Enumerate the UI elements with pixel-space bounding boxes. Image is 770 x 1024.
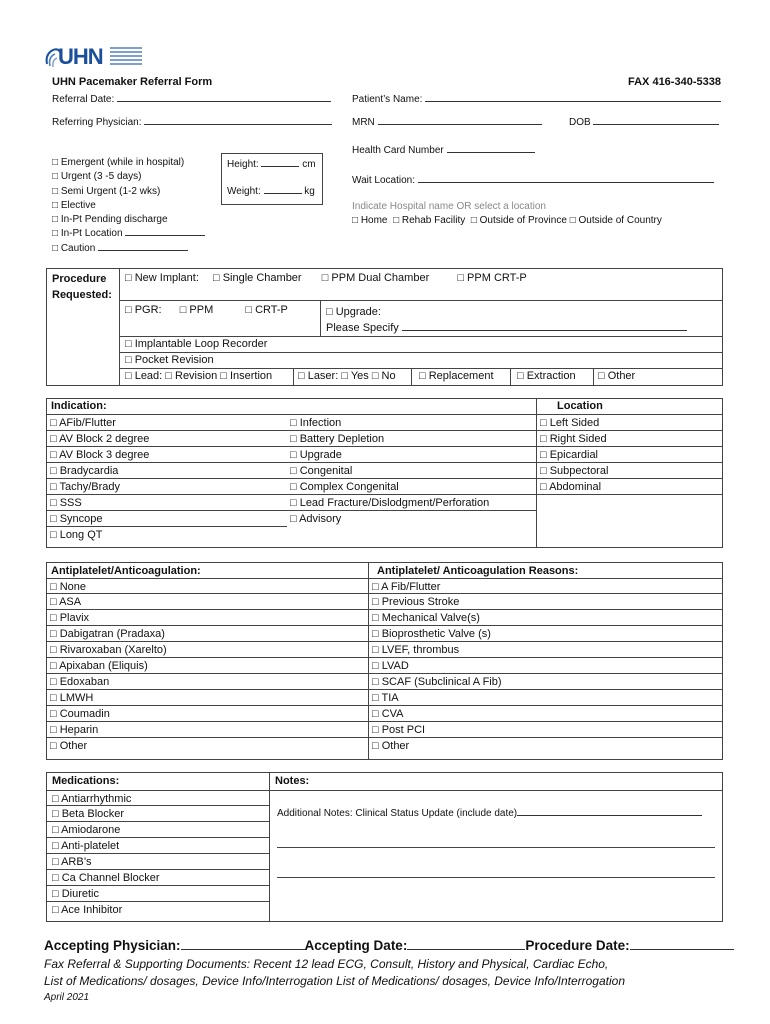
- medications-title: Medications:: [52, 775, 120, 787]
- wait-location-label: Wait Location:: [352, 175, 415, 186]
- urgency-elective[interactable]: □ Elective: [52, 199, 96, 211]
- location-abdominal[interactable]: □ Abdominal: [537, 479, 723, 495]
- pgr-option[interactable]: □ PGR:: [125, 304, 162, 316]
- indication-advisory[interactable]: □ Advisory: [290, 513, 342, 525]
- replacement-option[interactable]: □ Replacement: [419, 370, 494, 382]
- loop-recorder-option[interactable]: □ Implantable Loop Recorder: [125, 338, 268, 350]
- med-ace-inhibitor[interactable]: □ Ace Inhibitor: [52, 904, 123, 916]
- notes-line-2[interactable]: [277, 877, 715, 878]
- reason-scaf[interactable]: □ SCAF (Subclinical A Fib): [369, 674, 723, 690]
- hospital-hint: Indicate Hospital name OR select a location: [352, 201, 546, 212]
- urgency-emergent[interactable]: □ Emergent (while in hospital): [52, 157, 185, 168]
- indication-battery-depletion[interactable]: □ Battery Depletion: [287, 431, 536, 447]
- anticoag-edoxaban[interactable]: □ Edoxaban: [47, 674, 368, 690]
- pocket-revision-option[interactable]: □ Pocket Revision: [125, 354, 214, 366]
- reason-other[interactable]: □ Other: [372, 740, 410, 752]
- extraction-option[interactable]: □ Extraction: [517, 370, 576, 382]
- reason-cva[interactable]: □ CVA: [369, 706, 723, 722]
- anticoag-rivaroxaban[interactable]: □ Rivaroxaban (Xarelto): [47, 642, 368, 658]
- location-left-sided[interactable]: □ Left Sided: [537, 415, 723, 431]
- procedure-date-field[interactable]: [630, 937, 734, 950]
- anticoag-reasons-title: Antiplatelet/ Anticoagulation Reasons:: [377, 565, 579, 577]
- procedure-date-label: Procedure Date:: [525, 938, 630, 953]
- laser-no-option[interactable]: □ No: [371, 370, 396, 382]
- med-amiodarone[interactable]: □ Amiodarone: [47, 822, 269, 838]
- location-title: Location: [557, 400, 603, 412]
- patient-name-field[interactable]: [352, 93, 721, 105]
- logo-tagline: [110, 47, 142, 67]
- indication-afib[interactable]: □ AFib/Flutter: [47, 415, 287, 431]
- indication-table: [46, 398, 723, 548]
- med-diuretic[interactable]: □ Diuretic: [47, 886, 269, 902]
- urgency-pending-discharge[interactable]: □ In-Pt Pending discharge: [52, 214, 168, 226]
- indication-long-qt[interactable]: □ Long QT: [50, 529, 103, 541]
- indication-tachy-brady[interactable]: □ Tachy/Brady: [47, 479, 287, 495]
- urgency-list: [52, 156, 205, 256]
- location-right-sided[interactable]: □ Right Sided: [537, 431, 723, 447]
- insertion-option[interactable]: □ Insertion: [220, 370, 273, 382]
- indication-congenital[interactable]: □ Congenital: [287, 463, 536, 479]
- fax-number: FAX 416-340-5338: [628, 76, 721, 88]
- fax-instructions-line-2: List of Medications/ dosages, Device Info/Interrogation List of Medications/ dosages, Device Info/Interrogation: [44, 974, 625, 988]
- anticoag-coumadin[interactable]: □ Coumadin: [47, 706, 368, 722]
- anticoag-title: Antiplatelet/Anticoagulation:: [51, 565, 201, 577]
- anticoag-reasons-list: [369, 578, 723, 754]
- mrn-label: MRN: [352, 117, 375, 128]
- laser-row: [298, 370, 396, 382]
- med-arbs[interactable]: □ ARB’s: [47, 854, 269, 870]
- urgency-urgent[interactable]: □ Urgent (3 -5 days): [52, 171, 142, 183]
- health-card-label: Health Card Number: [352, 145, 444, 156]
- medications-table: [46, 772, 723, 922]
- reason-post-pci[interactable]: □ Post PCI: [369, 722, 723, 738]
- referral-date-label: Referral Date:: [52, 94, 115, 105]
- notes-title: Notes:: [275, 775, 310, 787]
- indication-upgrade[interactable]: □ Upgrade: [287, 447, 536, 463]
- indication-av-block-3[interactable]: □ AV Block 3 degree: [47, 447, 287, 463]
- anticoag-apixaban[interactable]: □ Apixaban (Eliquis): [47, 658, 368, 674]
- location-subpectoral[interactable]: □ Subpectoral: [537, 463, 723, 479]
- mrn-field[interactable]: [352, 116, 542, 128]
- urgency-semi-urgent[interactable]: □ Semi Urgent (1-2 wks): [52, 185, 161, 197]
- option-outside-province[interactable]: □ Outside of Province: [470, 215, 567, 226]
- option-home[interactable]: □ Home: [352, 215, 388, 226]
- pgr-ppm-option[interactable]: □ PPM: [179, 304, 214, 316]
- signoff-row: [44, 937, 734, 953]
- indication-av-block-2[interactable]: □ AV Block 2 degree: [47, 431, 287, 447]
- urgency-caution[interactable]: □ Caution: [52, 242, 205, 256]
- reason-lvad[interactable]: □ LVAD: [369, 658, 723, 674]
- procedure-table: [46, 268, 723, 386]
- referral-date-field[interactable]: [52, 93, 331, 105]
- height-field[interactable]: Height: cm: [227, 159, 316, 170]
- upgrade-option[interactable]: □ Upgrade:: [326, 306, 381, 318]
- new-implant-row: [125, 272, 527, 284]
- med-antiarrhythmic[interactable]: □ Antiarrhythmic: [47, 790, 269, 806]
- revision-option[interactable]: □ Revision: [165, 370, 218, 382]
- option-outside-country[interactable]: □ Outside of Country: [569, 215, 662, 226]
- reason-lvef-thrombus[interactable]: □ LVEF, thrombus: [369, 642, 723, 658]
- anticoag-none[interactable]: □ None: [47, 578, 368, 594]
- fax-instructions-line-1: Fax Referral & Supporting Documents: Recent 12 lead ECG, Consult, History and Physical, Cardiac Echo,: [44, 957, 609, 971]
- location-col: [537, 415, 723, 511]
- reason-tia[interactable]: □ TIA: [369, 690, 723, 706]
- anticoag-plavix[interactable]: □ Plavix: [47, 610, 368, 626]
- weight-field[interactable]: Weight: kg: [227, 186, 315, 197]
- accepting-date-label: Accepting Date:: [304, 938, 408, 953]
- patient-name-label: Patient’s Name:: [352, 94, 423, 105]
- indication-bradycardia[interactable]: □ Bradycardia: [47, 463, 287, 479]
- indication-infection[interactable]: □ Infection: [287, 415, 536, 431]
- accepting-physician-label: Accepting Physician:: [44, 938, 181, 953]
- anticoag-asa[interactable]: □ ASA: [47, 594, 368, 610]
- indication-complex-congenital[interactable]: □ Complex Congenital: [287, 479, 536, 495]
- pgr-row: [125, 304, 288, 316]
- procedure-label: Procedure Requested:: [52, 273, 112, 301]
- single-chamber-option[interactable]: □ Single Chamber: [213, 272, 302, 284]
- referring-physician-field[interactable]: [52, 116, 332, 128]
- med-anti-platelet[interactable]: □ Anti-platelet: [47, 838, 269, 854]
- reason-previous-stroke[interactable]: □ Previous Stroke: [369, 594, 723, 610]
- procedure-other-option[interactable]: □ Other: [598, 370, 636, 382]
- referring-physician-label: Referring Physician:: [52, 117, 142, 128]
- new-implant-option[interactable]: □ New Implant:: [125, 272, 199, 284]
- please-specify-field[interactable]: Please Specify: [326, 320, 687, 336]
- urgency-inpt-location[interactable]: □ In-Pt Location: [52, 227, 205, 241]
- option-rehab[interactable]: □ Rehab Facility: [393, 215, 466, 226]
- pgr-crtp-option[interactable]: □ CRT-P: [245, 304, 288, 316]
- height-weight-box: [221, 153, 323, 205]
- anticoag-list: [47, 578, 368, 754]
- wait-location-field[interactable]: [352, 174, 714, 186]
- uhn-logo: [44, 44, 144, 70]
- lead-row: [125, 370, 272, 382]
- form-title: UHN Pacemaker Referral Form: [52, 76, 213, 88]
- logo-text: UHN: [58, 44, 103, 69]
- indication-sss[interactable]: □ SSS: [47, 495, 287, 511]
- indication-lead-fracture[interactable]: □ Lead Fracture/Dislodgment/Perforation: [287, 495, 536, 511]
- laser-option[interactable]: □ Laser:: [298, 370, 339, 382]
- med-ca-channel-blocker[interactable]: □ Ca Channel Blocker: [47, 870, 269, 886]
- anticoag-other[interactable]: □ Other: [50, 740, 88, 752]
- location-epicardial[interactable]: □ Epicardial: [537, 447, 723, 463]
- laser-yes-option[interactable]: □ Yes: [341, 370, 369, 382]
- notes-line-1[interactable]: [277, 847, 715, 848]
- anticoag-heparin[interactable]: □ Heparin: [47, 722, 368, 738]
- indication-col2: [287, 415, 536, 527]
- reason-mechanical-valve[interactable]: □ Mechanical Valve(s): [369, 610, 723, 626]
- indication-syncope[interactable]: □ Syncope: [47, 511, 287, 527]
- reason-afib[interactable]: □ A Fib/Flutter: [369, 578, 723, 594]
- anticoag-lmwh[interactable]: □ LMWH: [47, 690, 368, 706]
- anticoag-table: [46, 562, 723, 760]
- dob-label: DOB: [569, 117, 591, 128]
- accepting-physician-field[interactable]: [181, 937, 305, 950]
- additional-notes-field[interactable]: Additional Notes: Clinical Status Update (include date): [277, 807, 702, 819]
- indication-title: Indication:: [51, 400, 107, 412]
- lead-option[interactable]: □ Lead:: [125, 370, 163, 382]
- revision-date: April 2021: [44, 992, 90, 1003]
- med-beta-blocker[interactable]: □ Beta Blocker: [47, 806, 269, 822]
- anticoag-dabigatran[interactable]: □ Dabigatran (Pradaxa): [47, 626, 368, 642]
- medications-list: [47, 790, 269, 918]
- upgrade-block: [326, 304, 687, 336]
- ppm-crtp-option[interactable]: □ PPM CRT-P: [457, 272, 527, 284]
- health-card-field[interactable]: [352, 144, 535, 156]
- ppm-dual-option[interactable]: □ PPM Dual Chamber: [321, 272, 430, 284]
- location-options: [352, 215, 662, 226]
- accepting-date-field[interactable]: [407, 937, 525, 950]
- reason-bioprosthetic-valve[interactable]: □ Bioprosthetic Valve (s): [369, 626, 723, 642]
- dob-field[interactable]: [569, 116, 719, 128]
